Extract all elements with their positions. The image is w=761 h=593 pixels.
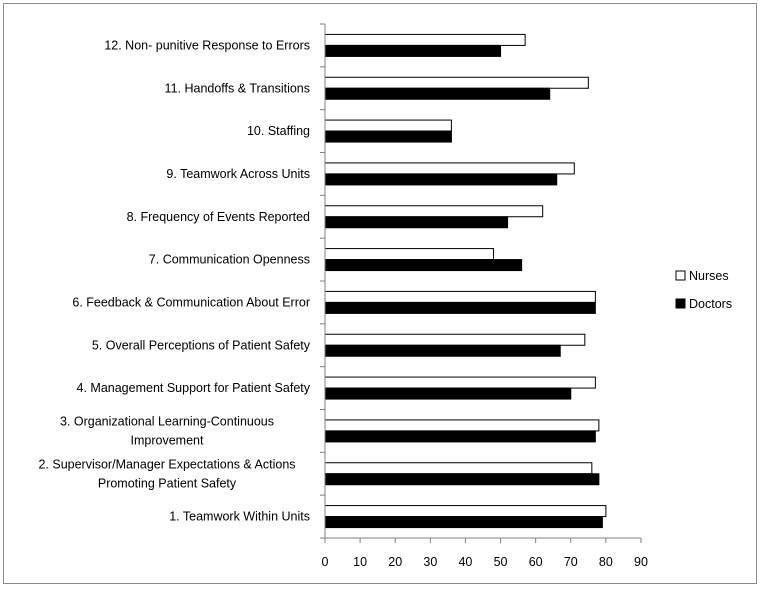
bar-nurses-6	[325, 291, 595, 302]
category-label-2: 2. Supervisor/Manager Expectations & Actions Promoting Patient Safety	[38, 457, 296, 491]
x-tick-label: 20	[388, 555, 403, 569]
legend-swatch-nurses	[676, 271, 685, 280]
x-tick-label: 50	[493, 555, 508, 569]
bar-doctors-10	[325, 131, 451, 142]
x-tick-label: 0	[321, 555, 329, 569]
bar-doctors-9	[325, 174, 557, 185]
category-label-9: 9. Teamwork Across Units	[166, 166, 310, 181]
bar-doctors-8	[325, 217, 508, 228]
x-tick-label: 70	[563, 555, 578, 569]
category-label-3: 3. Organizational Learning-Continuous Improvement	[59, 414, 275, 448]
bar-nurses-10	[325, 120, 451, 131]
bar-nurses-9	[325, 163, 574, 174]
bar-doctors-7	[325, 260, 522, 271]
bar-nurses-11	[325, 77, 588, 88]
category-label-6: 6. Feedback & Communication About Error	[72, 295, 310, 310]
bar-nurses-7	[325, 249, 494, 260]
x-tick-label: 10	[353, 555, 368, 569]
bar-nurses-5	[325, 334, 585, 345]
bar-doctors-2	[325, 474, 599, 485]
x-tick-label: 80	[598, 555, 613, 569]
category-label-10: 10. Staffing	[246, 124, 310, 139]
x-tick-label: 30	[423, 555, 438, 569]
bar-doctors-1	[325, 517, 602, 528]
category-label-7: 7. Communication Openness	[148, 252, 310, 267]
x-tick-label: 90	[634, 555, 648, 569]
bar-doctors-5	[325, 345, 560, 356]
bar-doctors-11	[325, 88, 550, 99]
legend-swatch-doctors	[676, 299, 685, 308]
x-tick-label: 40	[458, 555, 473, 569]
bar-nurses-3	[325, 420, 599, 431]
bar-doctors-6	[325, 302, 595, 313]
category-label-5: 5. Overall Perceptions of Patient Safety	[91, 338, 310, 353]
bar-doctors-4	[325, 388, 571, 399]
legend-label-doctors: Doctors	[689, 297, 733, 311]
legend-label-nurses: Nurses	[689, 269, 729, 283]
bar-nurses-12	[325, 34, 525, 45]
category-label-11: 11. Handoffs & Transitions	[164, 81, 310, 96]
bar-doctors-12	[325, 45, 501, 56]
bar-nurses-2	[325, 463, 592, 474]
bar-nurses-8	[325, 206, 543, 217]
bar-nurses-1	[325, 506, 606, 517]
category-label-4: 4. Management Support for Patient Safety	[76, 381, 310, 396]
bar-doctors-3	[325, 431, 595, 442]
bar-nurses-4	[325, 377, 595, 388]
category-label-8: 8. Frequency of Events Reported	[126, 209, 310, 224]
category-label-12: 12. Non- punitive Response to Errors	[104, 38, 310, 53]
category-label-1: 1. Teamwork Within Units	[169, 509, 310, 524]
x-tick-label: 60	[528, 555, 543, 569]
